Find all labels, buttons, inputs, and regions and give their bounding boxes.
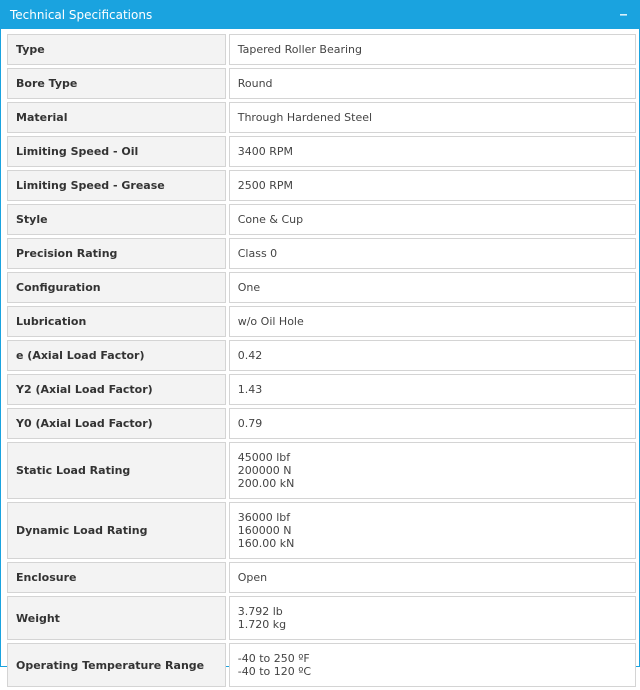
spec-value-line: 2500 RPM [237,179,293,192]
spec-row [7,238,636,269]
spec-value [229,102,636,133]
spec-value [229,442,636,499]
spec-value [229,272,636,303]
specifications-table [4,31,639,690]
spec-value-line: 3.792 lb [237,605,283,618]
spec-value-line: Round [237,77,273,90]
spec-label: Y2 (Axial Load Factor) [7,374,226,405]
spec-row [7,643,636,687]
spec-value [229,34,636,65]
spec-label: Style [7,204,226,235]
spec-value-line: Through Hardened Steel [237,111,373,124]
spec-label: Type [7,34,226,65]
spec-label: Y0 (Axial Load Factor) [7,408,226,439]
spec-row [7,34,636,65]
spec-value [229,204,636,235]
spec-row [7,502,636,559]
spec-value-line: 160.00 kN [237,537,295,550]
spec-label: e (Axial Load Factor) [7,340,226,371]
spec-value-line: Open [237,571,268,584]
spec-label: Limiting Speed - Oil [7,136,226,167]
spec-value-line: -40 to 250 ºF [237,652,310,665]
spec-value [229,340,636,371]
specifications-table-body [7,34,636,687]
collapse-icon[interactable] [617,1,629,29]
spec-value [229,306,636,337]
spec-value-line: 1.43 [237,383,263,396]
spec-label: Limiting Speed - Grease [7,170,226,201]
spec-value [229,68,636,99]
spec-value-line: -40 to 120 ºC [237,665,312,678]
spec-row [7,340,636,371]
spec-row [7,102,636,133]
spec-row [7,170,636,201]
panel-title: Technical Specifications [10,8,153,22]
spec-row [7,596,636,640]
spec-row [7,442,636,499]
spec-row [7,68,636,99]
spec-label: Enclosure [7,562,226,593]
spec-value-line: Tapered Roller Bearing [237,43,363,56]
panel-header[interactable] [1,1,639,29]
spec-value-line: Cone & Cup [237,213,304,226]
spec-value [229,170,636,201]
spec-value-line: 0.79 [237,417,263,430]
spec-value [229,596,636,640]
spec-value [229,408,636,439]
spec-value-line: 36000 lbf [237,511,291,524]
spec-value-line: 45000 lbf [237,451,291,464]
spec-label: Dynamic Load Rating [7,502,226,559]
spec-value-line: w/o Oil Hole [237,315,304,328]
spec-value-line: 200.00 kN [237,477,295,490]
spec-row [7,562,636,593]
spec-value-line: Class 0 [237,247,278,260]
spec-label: Precision Rating [7,238,226,269]
spec-label: Operating Temperature Range [7,643,226,687]
spec-value-line: 1.720 kg [237,618,287,631]
spec-value [229,502,636,559]
spec-row [7,306,636,337]
spec-value [229,238,636,269]
spec-value-line: 200000 N [237,464,292,477]
spec-value-line: One [237,281,261,294]
spec-row [7,408,636,439]
spec-row [7,136,636,167]
spec-row [7,272,636,303]
spec-value [229,136,636,167]
spec-value [229,562,636,593]
spec-label: Material [7,102,226,133]
spec-label: Weight [7,596,226,640]
spec-row [7,374,636,405]
spec-label: Configuration [7,272,226,303]
minus-glyph [620,14,627,16]
spec-value-line: 160000 N [237,524,292,537]
spec-label: Lubrication [7,306,226,337]
spec-value [229,374,636,405]
spec-label: Bore Type [7,68,226,99]
spec-value-line: 3400 RPM [237,145,293,158]
spec-value-line: 0.42 [237,349,263,362]
spec-label: Static Load Rating [7,442,226,499]
spec-value [229,643,636,687]
spec-row [7,204,636,235]
